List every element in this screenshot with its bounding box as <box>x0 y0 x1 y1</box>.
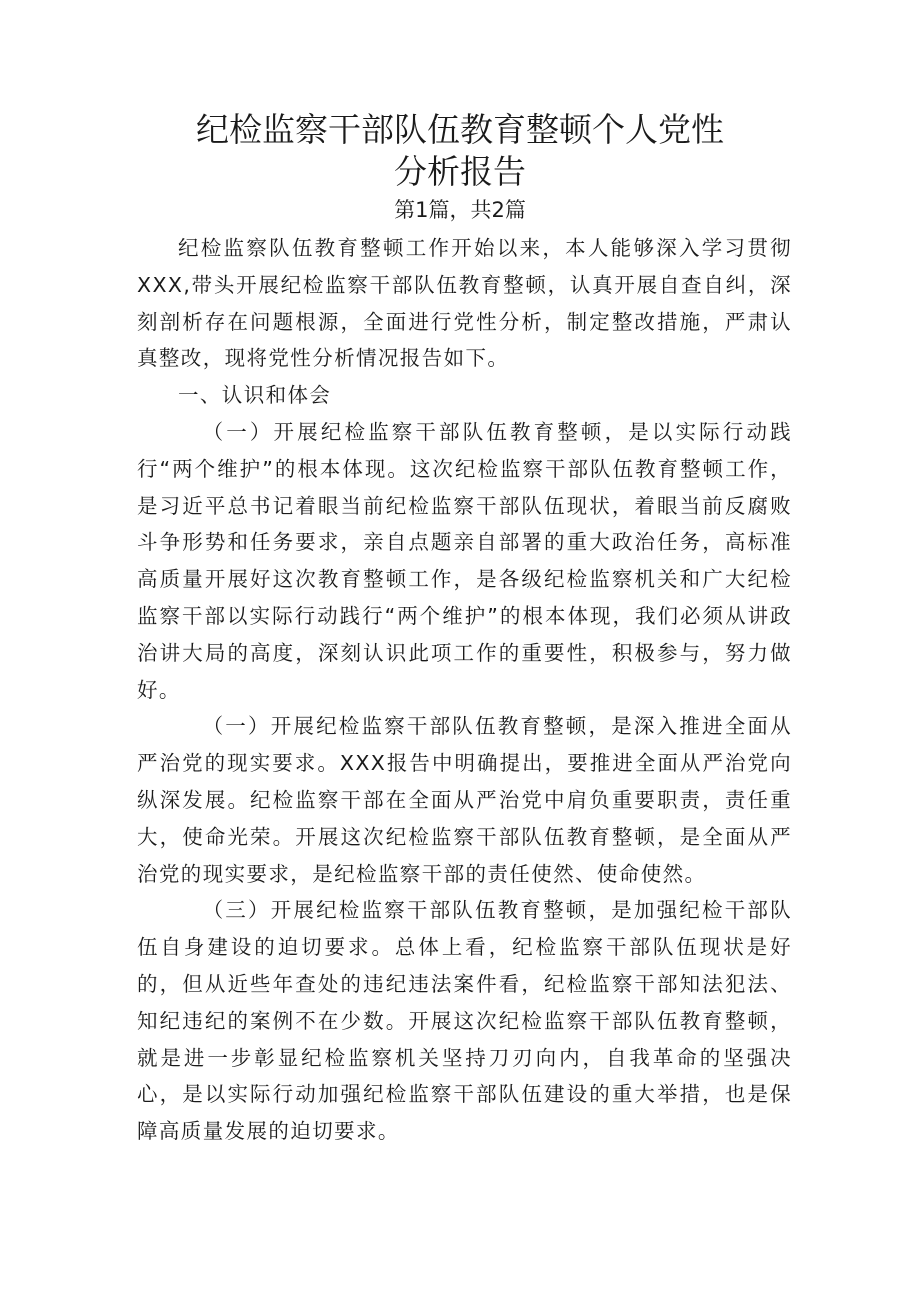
section-paragraph-3: （三）开展纪检监察干部队伍教育整顿，是加强纪检干部队伍自身建设的迫切要求。总体上看，纪检监察干部队伍现状是好的，但从近些年查处的违纪违法案件看，纪检监察干部知法犯法、知纪违纪的案例不在少数。开展这次纪检监察干部队伍教育整顿，就是进一步彰显纪检监察机关坚持刀刃向内，自我革命的坚强决心，是以实际行动加强纪检监察干部队伍建设的重大举措，也是保障高质量发展的迫切要求。 <box>137 898 792 1144</box>
section-heading: 一、认识和体会 <box>178 383 332 408</box>
section-paragraph-2: （一）开展纪检监察干部队伍教育整顿，是深入推进全面从严治党的现实要求。XXX报告中明确提出，要推进全面从严治党向纵深发展。纪检监察干部在全面从严治党中肩负重要职责，责任重大，使命光荣。开展这次纪检监察干部队伍教育整顿，是全面从严治党的现实要求，是纪检监察干部的责任使然、使命使然。 <box>137 714 792 886</box>
document-title-line-1: 纪检监察干部队伍教育整顿个人党性 <box>196 110 724 149</box>
document-title-line-2: 分析报告 <box>394 152 526 191</box>
section-paragraph-1: （一）开展纪检监察干部队伍教育整顿，是以实际行动践行“两个维护”的根本体现。这次纪检监察干部队伍教育整顿工作，是习近平总书记着眼当前纪检监察干部队伍现状，着眼当前反腐败斗争形势和任务要求，亲自点题亲自部署的重大政治任务，高标准高质量开展好这次教育整顿工作，是各级纪检监察机关和广大纪检监察干部以实际行动践行“两个维护”的根本体现，我们必须从讲政治讲大局的高度，深刻认识此项工作的重要性，积极参与，努力做好。 <box>137 419 792 702</box>
document-subtitle: 第1篇，共2篇 <box>394 198 526 222</box>
document-body <box>137 230 792 1150</box>
intro-paragraph: 纪检监察队伍教育整顿工作开始以来，本人能够深入学习贯彻XXX,带头开展纪检监察干部队伍教育整顿，认真开展自查自纠，深刻剖析存在问题根源，全面进行党性分析，制定整改措施，严肃认真整改，现将党性分析情况报告如下。 <box>137 236 792 371</box>
